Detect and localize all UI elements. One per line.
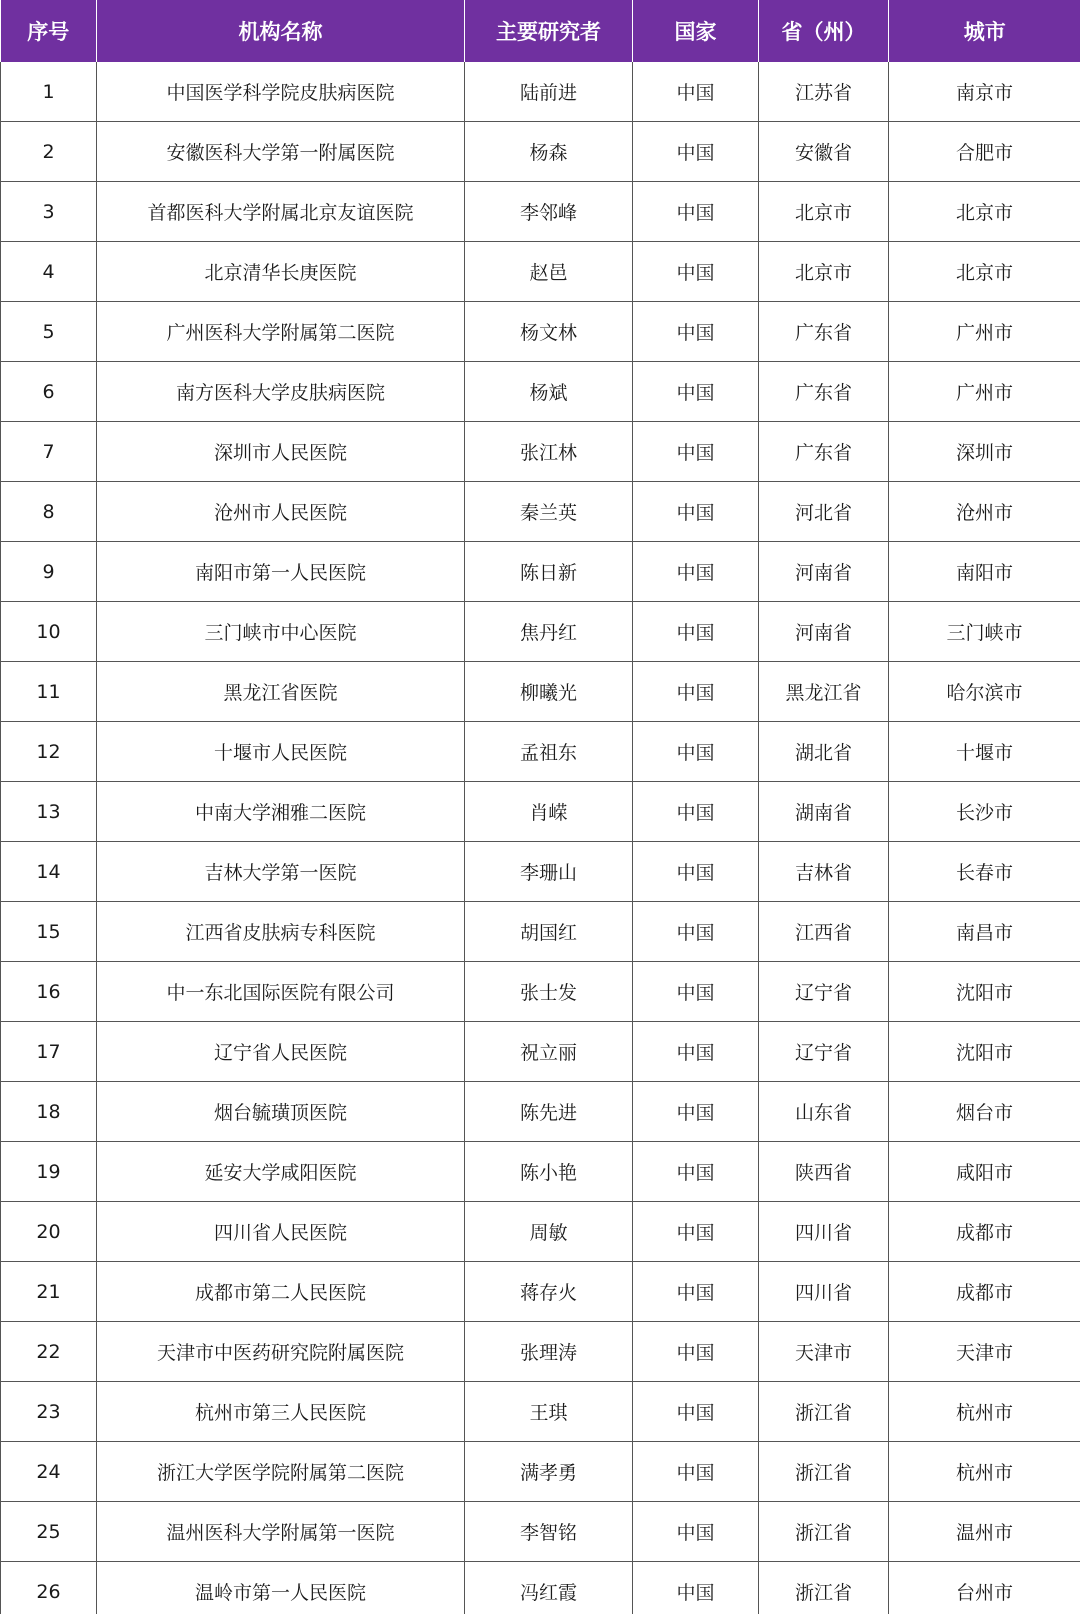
cell-seq-no: 4 xyxy=(1,242,97,302)
cell-institution-name: 南方医科大学皮肤病医院 xyxy=(97,362,465,422)
cell-province: 辽宁省 xyxy=(759,962,889,1022)
cell-seq-no: 23 xyxy=(1,1382,97,1442)
table-row xyxy=(1,1262,1080,1322)
cell-principal-investigator: 张士发 xyxy=(465,962,633,1022)
cell-institution-name: 中国医学科学院皮肤病医院 xyxy=(97,62,465,122)
cell-province: 湖北省 xyxy=(759,722,889,782)
cell-principal-investigator: 李珊山 xyxy=(465,842,633,902)
cell-province: 河南省 xyxy=(759,542,889,602)
cell-province: 江苏省 xyxy=(759,62,889,122)
cell-seq-no: 16 xyxy=(1,962,97,1022)
cell-city: 哈尔滨市 xyxy=(889,662,1080,722)
header-city: 城市 xyxy=(889,0,1080,62)
cell-principal-investigator: 焦丹红 xyxy=(465,602,633,662)
cell-seq-no: 21 xyxy=(1,1262,97,1322)
cell-city: 成都市 xyxy=(889,1262,1080,1322)
table-row xyxy=(1,1442,1080,1502)
header-province: 省（州） xyxy=(759,0,889,62)
cell-principal-investigator: 张理涛 xyxy=(465,1322,633,1382)
cell-city: 广州市 xyxy=(889,302,1080,362)
cell-province: 广东省 xyxy=(759,302,889,362)
cell-country: 中国 xyxy=(633,1322,759,1382)
cell-city: 烟台市 xyxy=(889,1082,1080,1142)
table-row xyxy=(1,302,1080,362)
cell-city: 温州市 xyxy=(889,1502,1080,1562)
table-body xyxy=(1,62,1080,1614)
table-row xyxy=(1,62,1080,122)
cell-principal-investigator: 周敏 xyxy=(465,1202,633,1262)
cell-institution-name: 中南大学湘雅二医院 xyxy=(97,782,465,842)
cell-city: 成都市 xyxy=(889,1202,1080,1262)
cell-province: 湖南省 xyxy=(759,782,889,842)
cell-principal-investigator: 陈日新 xyxy=(465,542,633,602)
cell-province: 辽宁省 xyxy=(759,1022,889,1082)
cell-seq-no: 11 xyxy=(1,662,97,722)
cell-institution-name: 辽宁省人民医院 xyxy=(97,1022,465,1082)
cell-country: 中国 xyxy=(633,782,759,842)
cell-principal-investigator: 祝立丽 xyxy=(465,1022,633,1082)
cell-seq-no: 14 xyxy=(1,842,97,902)
table-row xyxy=(1,242,1080,302)
cell-seq-no: 19 xyxy=(1,1142,97,1202)
cell-institution-name: 首都医科大学附属北京友谊医院 xyxy=(97,182,465,242)
cell-institution-name: 南阳市第一人民医院 xyxy=(97,542,465,602)
table-row xyxy=(1,182,1080,242)
cell-province: 山东省 xyxy=(759,1082,889,1142)
cell-institution-name: 天津市中医药研究院附属医院 xyxy=(97,1322,465,1382)
cell-city: 沧州市 xyxy=(889,482,1080,542)
cell-country: 中国 xyxy=(633,1502,759,1562)
table-row xyxy=(1,1382,1080,1442)
cell-city: 沈阳市 xyxy=(889,962,1080,1022)
table-row xyxy=(1,902,1080,962)
cell-institution-name: 十堰市人民医院 xyxy=(97,722,465,782)
cell-city: 南昌市 xyxy=(889,902,1080,962)
cell-seq-no: 9 xyxy=(1,542,97,602)
cell-country: 中国 xyxy=(633,722,759,782)
table-row xyxy=(1,842,1080,902)
cell-institution-name: 温岭市第一人民医院 xyxy=(97,1562,465,1614)
cell-country: 中国 xyxy=(633,602,759,662)
cell-country: 中国 xyxy=(633,62,759,122)
cell-seq-no: 13 xyxy=(1,782,97,842)
cell-province: 北京市 xyxy=(759,182,889,242)
cell-country: 中国 xyxy=(633,422,759,482)
cell-country: 中国 xyxy=(633,902,759,962)
cell-institution-name: 三门峡市中心医院 xyxy=(97,602,465,662)
cell-province: 安徽省 xyxy=(759,122,889,182)
cell-principal-investigator: 赵邑 xyxy=(465,242,633,302)
cell-seq-no: 3 xyxy=(1,182,97,242)
cell-principal-investigator: 陈先进 xyxy=(465,1082,633,1142)
cell-country: 中国 xyxy=(633,1262,759,1322)
cell-city: 三门峡市 xyxy=(889,602,1080,662)
cell-province: 北京市 xyxy=(759,242,889,302)
cell-seq-no: 17 xyxy=(1,1022,97,1082)
cell-seq-no: 20 xyxy=(1,1202,97,1262)
header-seq-no: 序号 xyxy=(1,0,97,62)
table-row xyxy=(1,422,1080,482)
cell-principal-investigator: 陆前进 xyxy=(465,62,633,122)
table-row xyxy=(1,122,1080,182)
table-row xyxy=(1,782,1080,842)
cell-province: 陕西省 xyxy=(759,1142,889,1202)
cell-country: 中国 xyxy=(633,1382,759,1442)
table-row xyxy=(1,1202,1080,1262)
cell-country: 中国 xyxy=(633,362,759,422)
table-row xyxy=(1,722,1080,782)
cell-seq-no: 25 xyxy=(1,1502,97,1562)
table-row xyxy=(1,962,1080,1022)
cell-seq-no: 15 xyxy=(1,902,97,962)
table-row xyxy=(1,1562,1080,1614)
cell-seq-no: 8 xyxy=(1,482,97,542)
cell-principal-investigator: 肖嵘 xyxy=(465,782,633,842)
cell-country: 中国 xyxy=(633,242,759,302)
cell-institution-name: 温州医科大学附属第一医院 xyxy=(97,1502,465,1562)
cell-country: 中国 xyxy=(633,842,759,902)
cell-institution-name: 安徽医科大学第一附属医院 xyxy=(97,122,465,182)
cell-city: 长沙市 xyxy=(889,782,1080,842)
table-row xyxy=(1,482,1080,542)
cell-country: 中国 xyxy=(633,1442,759,1502)
cell-province: 浙江省 xyxy=(759,1502,889,1562)
cell-institution-name: 烟台毓璜顶医院 xyxy=(97,1082,465,1142)
cell-province: 浙江省 xyxy=(759,1382,889,1442)
cell-principal-investigator: 陈小艳 xyxy=(465,1142,633,1202)
cell-principal-investigator: 杨文林 xyxy=(465,302,633,362)
cell-institution-name: 延安大学咸阳医院 xyxy=(97,1142,465,1202)
cell-principal-investigator: 冯红霞 xyxy=(465,1562,633,1614)
cell-country: 中国 xyxy=(633,482,759,542)
cell-country: 中国 xyxy=(633,1022,759,1082)
table-row xyxy=(1,362,1080,422)
cell-city: 十堰市 xyxy=(889,722,1080,782)
cell-country: 中国 xyxy=(633,542,759,602)
cell-seq-no: 2 xyxy=(1,122,97,182)
cell-principal-investigator: 满孝勇 xyxy=(465,1442,633,1502)
cell-institution-name: 浙江大学医学院附属第二医院 xyxy=(97,1442,465,1502)
cell-country: 中国 xyxy=(633,122,759,182)
cell-country: 中国 xyxy=(633,1202,759,1262)
cell-institution-name: 四川省人民医院 xyxy=(97,1202,465,1262)
cell-province: 吉林省 xyxy=(759,842,889,902)
cell-institution-name: 成都市第二人民医院 xyxy=(97,1262,465,1322)
table-row xyxy=(1,602,1080,662)
cell-province: 四川省 xyxy=(759,1202,889,1262)
cell-seq-no: 5 xyxy=(1,302,97,362)
cell-city: 广州市 xyxy=(889,362,1080,422)
cell-principal-investigator: 胡国红 xyxy=(465,902,633,962)
cell-province: 浙江省 xyxy=(759,1562,889,1614)
cell-city: 南阳市 xyxy=(889,542,1080,602)
cell-province: 河北省 xyxy=(759,482,889,542)
header-principal-investigator: 主要研究者 xyxy=(465,0,633,62)
header-country: 国家 xyxy=(633,0,759,62)
cell-province: 广东省 xyxy=(759,362,889,422)
table-row xyxy=(1,662,1080,722)
cell-institution-name: 吉林大学第一医院 xyxy=(97,842,465,902)
cell-country: 中国 xyxy=(633,1562,759,1614)
header-institution-name: 机构名称 xyxy=(97,0,465,62)
cell-city: 天津市 xyxy=(889,1322,1080,1382)
cell-city: 深圳市 xyxy=(889,422,1080,482)
cell-province: 四川省 xyxy=(759,1262,889,1322)
cell-province: 天津市 xyxy=(759,1322,889,1382)
cell-principal-investigator: 秦兰英 xyxy=(465,482,633,542)
cell-seq-no: 6 xyxy=(1,362,97,422)
cell-country: 中国 xyxy=(633,1082,759,1142)
cell-institution-name: 江西省皮肤病专科医院 xyxy=(97,902,465,962)
cell-city: 沈阳市 xyxy=(889,1022,1080,1082)
cell-seq-no: 1 xyxy=(1,62,97,122)
cell-province: 黑龙江省 xyxy=(759,662,889,722)
cell-institution-name: 中一东北国际医院有限公司 xyxy=(97,962,465,1022)
table-row xyxy=(1,1502,1080,1562)
cell-principal-investigator: 李智铭 xyxy=(465,1502,633,1562)
cell-city: 北京市 xyxy=(889,242,1080,302)
cell-principal-investigator: 杨森 xyxy=(465,122,633,182)
table-header-row xyxy=(1,0,1080,62)
cell-seq-no: 22 xyxy=(1,1322,97,1382)
cell-institution-name: 广州医科大学附属第二医院 xyxy=(97,302,465,362)
cell-principal-investigator: 孟祖东 xyxy=(465,722,633,782)
cell-principal-investigator: 王琪 xyxy=(465,1382,633,1442)
cell-country: 中国 xyxy=(633,662,759,722)
cell-seq-no: 26 xyxy=(1,1562,97,1614)
cell-institution-name: 北京清华长庚医院 xyxy=(97,242,465,302)
table-row xyxy=(1,1022,1080,1082)
cell-city: 杭州市 xyxy=(889,1442,1080,1502)
cell-institution-name: 沧州市人民医院 xyxy=(97,482,465,542)
table-row xyxy=(1,1142,1080,1202)
cell-city: 长春市 xyxy=(889,842,1080,902)
cell-country: 中国 xyxy=(633,182,759,242)
cell-province: 广东省 xyxy=(759,422,889,482)
cell-city: 北京市 xyxy=(889,182,1080,242)
cell-province: 浙江省 xyxy=(759,1442,889,1502)
cell-seq-no: 10 xyxy=(1,602,97,662)
cell-country: 中国 xyxy=(633,962,759,1022)
cell-principal-investigator: 柳曦光 xyxy=(465,662,633,722)
cell-country: 中国 xyxy=(633,1142,759,1202)
cell-seq-no: 12 xyxy=(1,722,97,782)
cell-province: 河南省 xyxy=(759,602,889,662)
cell-seq-no: 24 xyxy=(1,1442,97,1502)
cell-province: 江西省 xyxy=(759,902,889,962)
cell-city: 台州市 xyxy=(889,1562,1080,1614)
cell-principal-investigator: 杨斌 xyxy=(465,362,633,422)
cell-seq-no: 7 xyxy=(1,422,97,482)
cell-institution-name: 深圳市人民医院 xyxy=(97,422,465,482)
cell-country: 中国 xyxy=(633,302,759,362)
table-row xyxy=(1,1082,1080,1142)
cell-city: 合肥市 xyxy=(889,122,1080,182)
table-row xyxy=(1,1322,1080,1382)
cell-institution-name: 杭州市第三人民医院 xyxy=(97,1382,465,1442)
cell-principal-investigator: 张江林 xyxy=(465,422,633,482)
cell-city: 杭州市 xyxy=(889,1382,1080,1442)
cell-seq-no: 18 xyxy=(1,1082,97,1142)
cell-principal-investigator: 李邻峰 xyxy=(465,182,633,242)
cell-city: 南京市 xyxy=(889,62,1080,122)
cell-principal-investigator: 蒋存火 xyxy=(465,1262,633,1322)
table-row xyxy=(1,542,1080,602)
cell-city: 咸阳市 xyxy=(889,1142,1080,1202)
cell-institution-name: 黑龙江省医院 xyxy=(97,662,465,722)
